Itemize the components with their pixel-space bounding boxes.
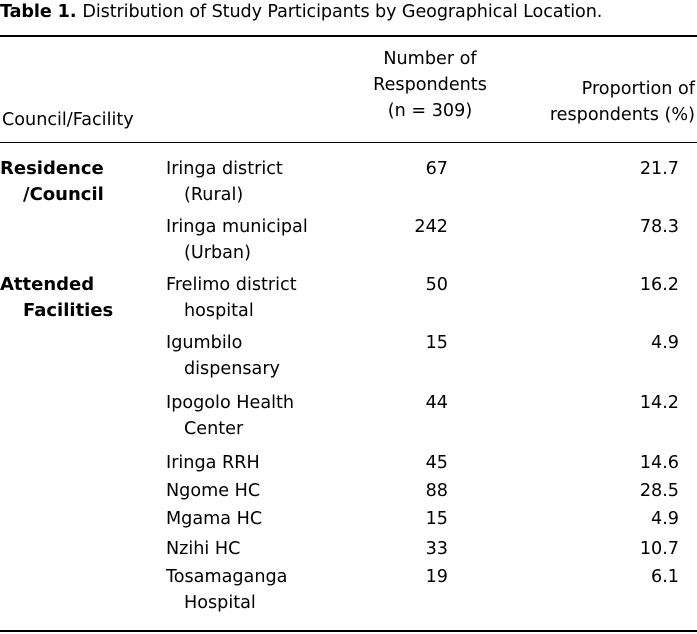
group-label-line2: Facilities (23, 300, 114, 321)
respondent-count: 44 (425, 393, 448, 413)
facility-name-line1: Iringa district (166, 159, 283, 179)
header-line: Respondents (373, 75, 487, 95)
header-line: Proportion of (581, 79, 695, 99)
table-label: Table 1. (0, 2, 77, 22)
group-label (0, 156, 104, 208)
facility-name-line1: Ngome HC (166, 481, 261, 501)
facility-name (166, 536, 346, 562)
header-line: respondents (%) (549, 105, 695, 125)
facility-name-line1: Nzihi HC (166, 539, 241, 559)
facility-name (166, 330, 346, 382)
group-label (0, 272, 113, 324)
facility-name (166, 156, 346, 208)
respondent-count: 88 (425, 481, 448, 501)
facility-name-line1: Iringa RRH (166, 453, 260, 473)
respondent-count: 67 (425, 159, 448, 179)
header-line: (n = 309) (387, 101, 473, 121)
group-label-line2: /Council (23, 184, 104, 205)
header-proportion (533, 76, 695, 128)
header-rule (0, 142, 697, 143)
facility-name (166, 564, 346, 616)
group-label-line1: Attended (0, 274, 95, 295)
respondent-proportion: 14.6 (639, 453, 679, 473)
facility-name-line1: Igumbilo (166, 333, 243, 353)
top-rule (0, 35, 697, 37)
bottom-rule (0, 630, 697, 632)
respondent-count: 242 (414, 217, 448, 237)
respondent-proportion: 14.2 (639, 393, 679, 413)
respondent-count: 15 (425, 333, 448, 353)
facility-name (166, 214, 346, 266)
table-caption (0, 2, 602, 22)
header-council-facility: Council/Facility (2, 110, 134, 130)
respondent-proportion: 4.9 (651, 333, 679, 353)
facility-name-line2: Hospital (184, 593, 256, 613)
respondent-count: 15 (425, 509, 448, 529)
facility-name-line1: Tosamaganga (166, 567, 288, 587)
respondent-count: 50 (425, 275, 448, 295)
facility-name-line2: Center (184, 419, 244, 439)
facility-name-line2: (Urban) (184, 243, 251, 263)
facility-name-line1: Ipogolo Health (166, 393, 295, 413)
group-label-line1: Residence (0, 158, 104, 179)
facility-name-line1: Iringa municipal (166, 217, 308, 237)
respondent-proportion: 28.5 (639, 481, 679, 501)
facility-name-line2: dispensary (184, 359, 280, 379)
respondent-count: 19 (425, 567, 448, 587)
respondent-proportion: 16.2 (639, 275, 679, 295)
facility-name (166, 478, 346, 504)
header-line: Number of (383, 49, 477, 69)
facility-name-line1: Mgama HC (166, 509, 263, 529)
facility-name (166, 390, 346, 442)
facility-name-line2: (Rural) (184, 185, 244, 205)
respondent-proportion: 6.1 (651, 567, 679, 587)
respondent-proportion: 78.3 (639, 217, 679, 237)
table-title: Distribution of Study Participants by Geographical Location. (82, 2, 603, 22)
facility-name (166, 272, 346, 324)
facility-name (166, 450, 346, 476)
facility-name-line2: hospital (184, 301, 254, 321)
respondent-proportion: 21.7 (639, 159, 679, 179)
header-number-of-respondents (353, 46, 507, 124)
facility-name-line1: Frelimo district (166, 275, 297, 295)
respondent-proportion: 4.9 (651, 509, 679, 529)
respondent-proportion: 10.7 (639, 539, 679, 559)
respondent-count: 45 (425, 453, 448, 473)
respondent-count: 33 (425, 539, 448, 559)
facility-name (166, 506, 346, 532)
